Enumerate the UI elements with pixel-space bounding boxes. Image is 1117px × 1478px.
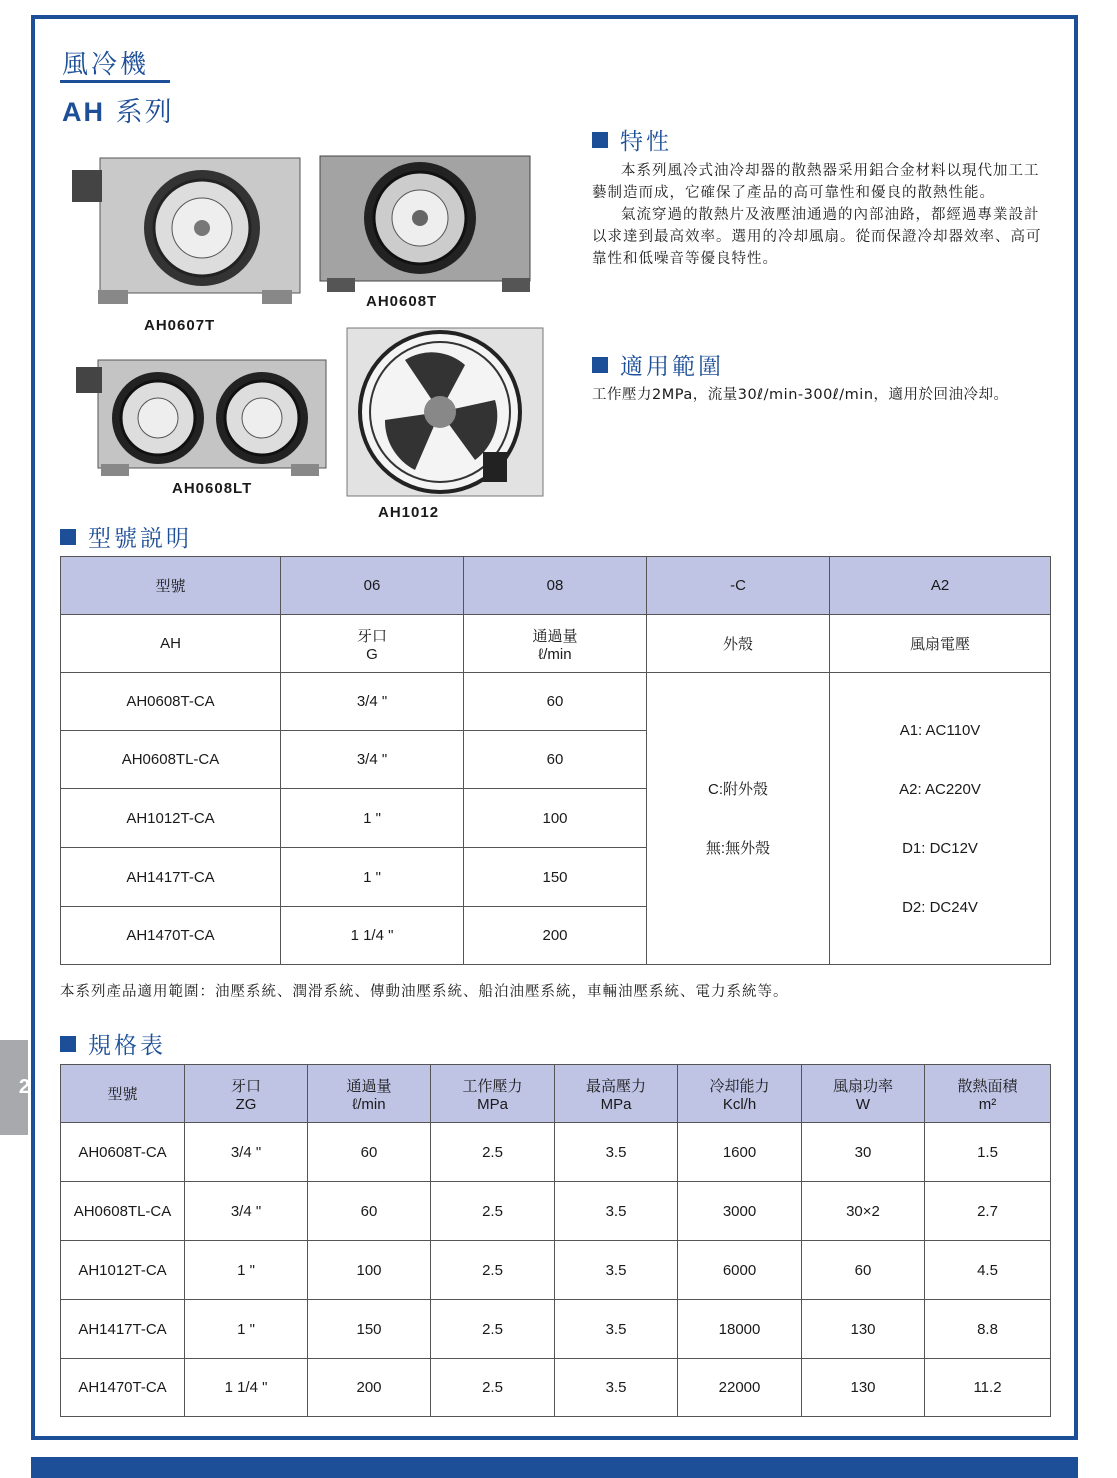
application-note: 本系列產品適用範圍：油壓系統、潤滑系統、傳動油壓系統、船泊油壓系統，車輛油壓系統、電力系統等。 <box>60 984 789 1000</box>
table-row: AH0608TL-CA 3/4 " 60 2.5 3.5 3000 30×2 2.7 <box>61 1182 1051 1241</box>
heading-square-icon <box>60 529 76 545</box>
spec-table <box>60 1064 1051 1417</box>
table-row: AH1417T-CA 1 " 150 2.5 3.5 18000 130 8.8 <box>61 1300 1051 1359</box>
product-photo-ah0608lt <box>76 352 332 477</box>
table-header: 風扇功率 W <box>802 1065 925 1123</box>
table-header: 牙口 ZG <box>185 1065 308 1123</box>
table-row: AH1417T-CA 1 " 150 <box>61 848 1051 907</box>
table-cell: 通過量 ℓ/min <box>464 615 647 673</box>
table-header: -C <box>647 557 830 615</box>
housing-options: C:附外殼 無:無外殼 <box>647 673 830 965</box>
table-header: 通過量 ℓ/min <box>308 1065 431 1123</box>
photo-caption: AH1012 <box>378 504 440 521</box>
table-row: AH0608T-CA 3/4 " 60 C:附外殼 無:無外殼 A1: AC110V A2: AC220V D1: DC12V D2: DC24V <box>61 673 1051 731</box>
table-header: 06 <box>281 557 464 615</box>
table-header: 散熱面積 m² <box>925 1065 1051 1123</box>
table-row: AH0608T-CA 3/4 " 60 2.5 3.5 1600 30 1.5 <box>61 1123 1051 1182</box>
table-header: A2 <box>830 557 1051 615</box>
table-header: 型號 <box>61 557 281 615</box>
model-heading: 型號説明 <box>60 520 192 553</box>
scope-text: 工作壓力2MPa，流量30ℓ/min-300ℓ/min，適用於回油冷却。 <box>592 387 1009 403</box>
table-cell: AH <box>61 615 281 673</box>
spec-header-row <box>61 1065 1051 1123</box>
product-photo-ah0607t <box>72 140 312 315</box>
photo-caption: AH0607T <box>144 317 216 334</box>
bottom-bar <box>31 1457 1078 1478</box>
spec-heading: 規格表 <box>60 1027 166 1060</box>
photo-caption: AH0608LT <box>172 480 253 497</box>
table-header: 08 <box>464 557 647 615</box>
table-row: AH1012T-CA 1 " 100 2.5 3.5 6000 60 4.5 <box>61 1241 1051 1300</box>
features-heading: 特性 <box>592 123 672 156</box>
table-header: 工作壓力 MPa <box>431 1065 555 1123</box>
page-title: 風冷機 <box>62 50 150 80</box>
table-row: AH1012T-CA 1 " 100 <box>61 789 1051 848</box>
heading-square-icon <box>592 357 608 373</box>
scope-heading: 適用範圍 <box>592 348 724 381</box>
page-number-tab: 2 <box>0 1040 28 1135</box>
table-row: AH0608TL-CA 3/4 " 60 <box>61 731 1051 789</box>
table-header: 最高壓力 MPa <box>555 1065 678 1123</box>
product-photo-ah1012 <box>345 320 555 500</box>
table-row: AH1470T-CA 1 1/4 " 200 2.5 3.5 22000 130 11.2 <box>61 1359 1051 1417</box>
heading-square-icon <box>592 132 608 148</box>
series-title: AH 系列 <box>62 97 174 128</box>
photo-caption: AH0608T <box>366 293 438 310</box>
features-text: 本系列風冷式油冷却器的散熱器采用鋁合金材料以現代加工工藝制造而成，它確保了產品的高可靠性和優良的散熱性能。 氣流穿過的散熱片及液壓油通過的內部油路，都經過專業設計以求達到最高效率。選用的冷却風扇。從而保證冷却器效率、高可靠性和低噪音等優良特性。 <box>592 163 1042 267</box>
heading-square-icon <box>60 1036 76 1052</box>
table-cell: 牙口 G <box>281 615 464 673</box>
product-photo-ah0608t <box>312 146 542 296</box>
model-table <box>60 556 1051 965</box>
table-row: AH1470T-CA 1 1/4 " 200 <box>61 907 1051 965</box>
voltage-options: A1: AC110V A2: AC220V D1: DC12V D2: DC24V <box>830 673 1051 965</box>
table-cell: 外殼 <box>647 615 830 673</box>
title-rule <box>60 80 170 83</box>
table-header: 冷却能力 Kcl/h <box>678 1065 802 1123</box>
table-cell: 風扇電壓 <box>830 615 1051 673</box>
table-header: 型號 <box>61 1065 185 1123</box>
